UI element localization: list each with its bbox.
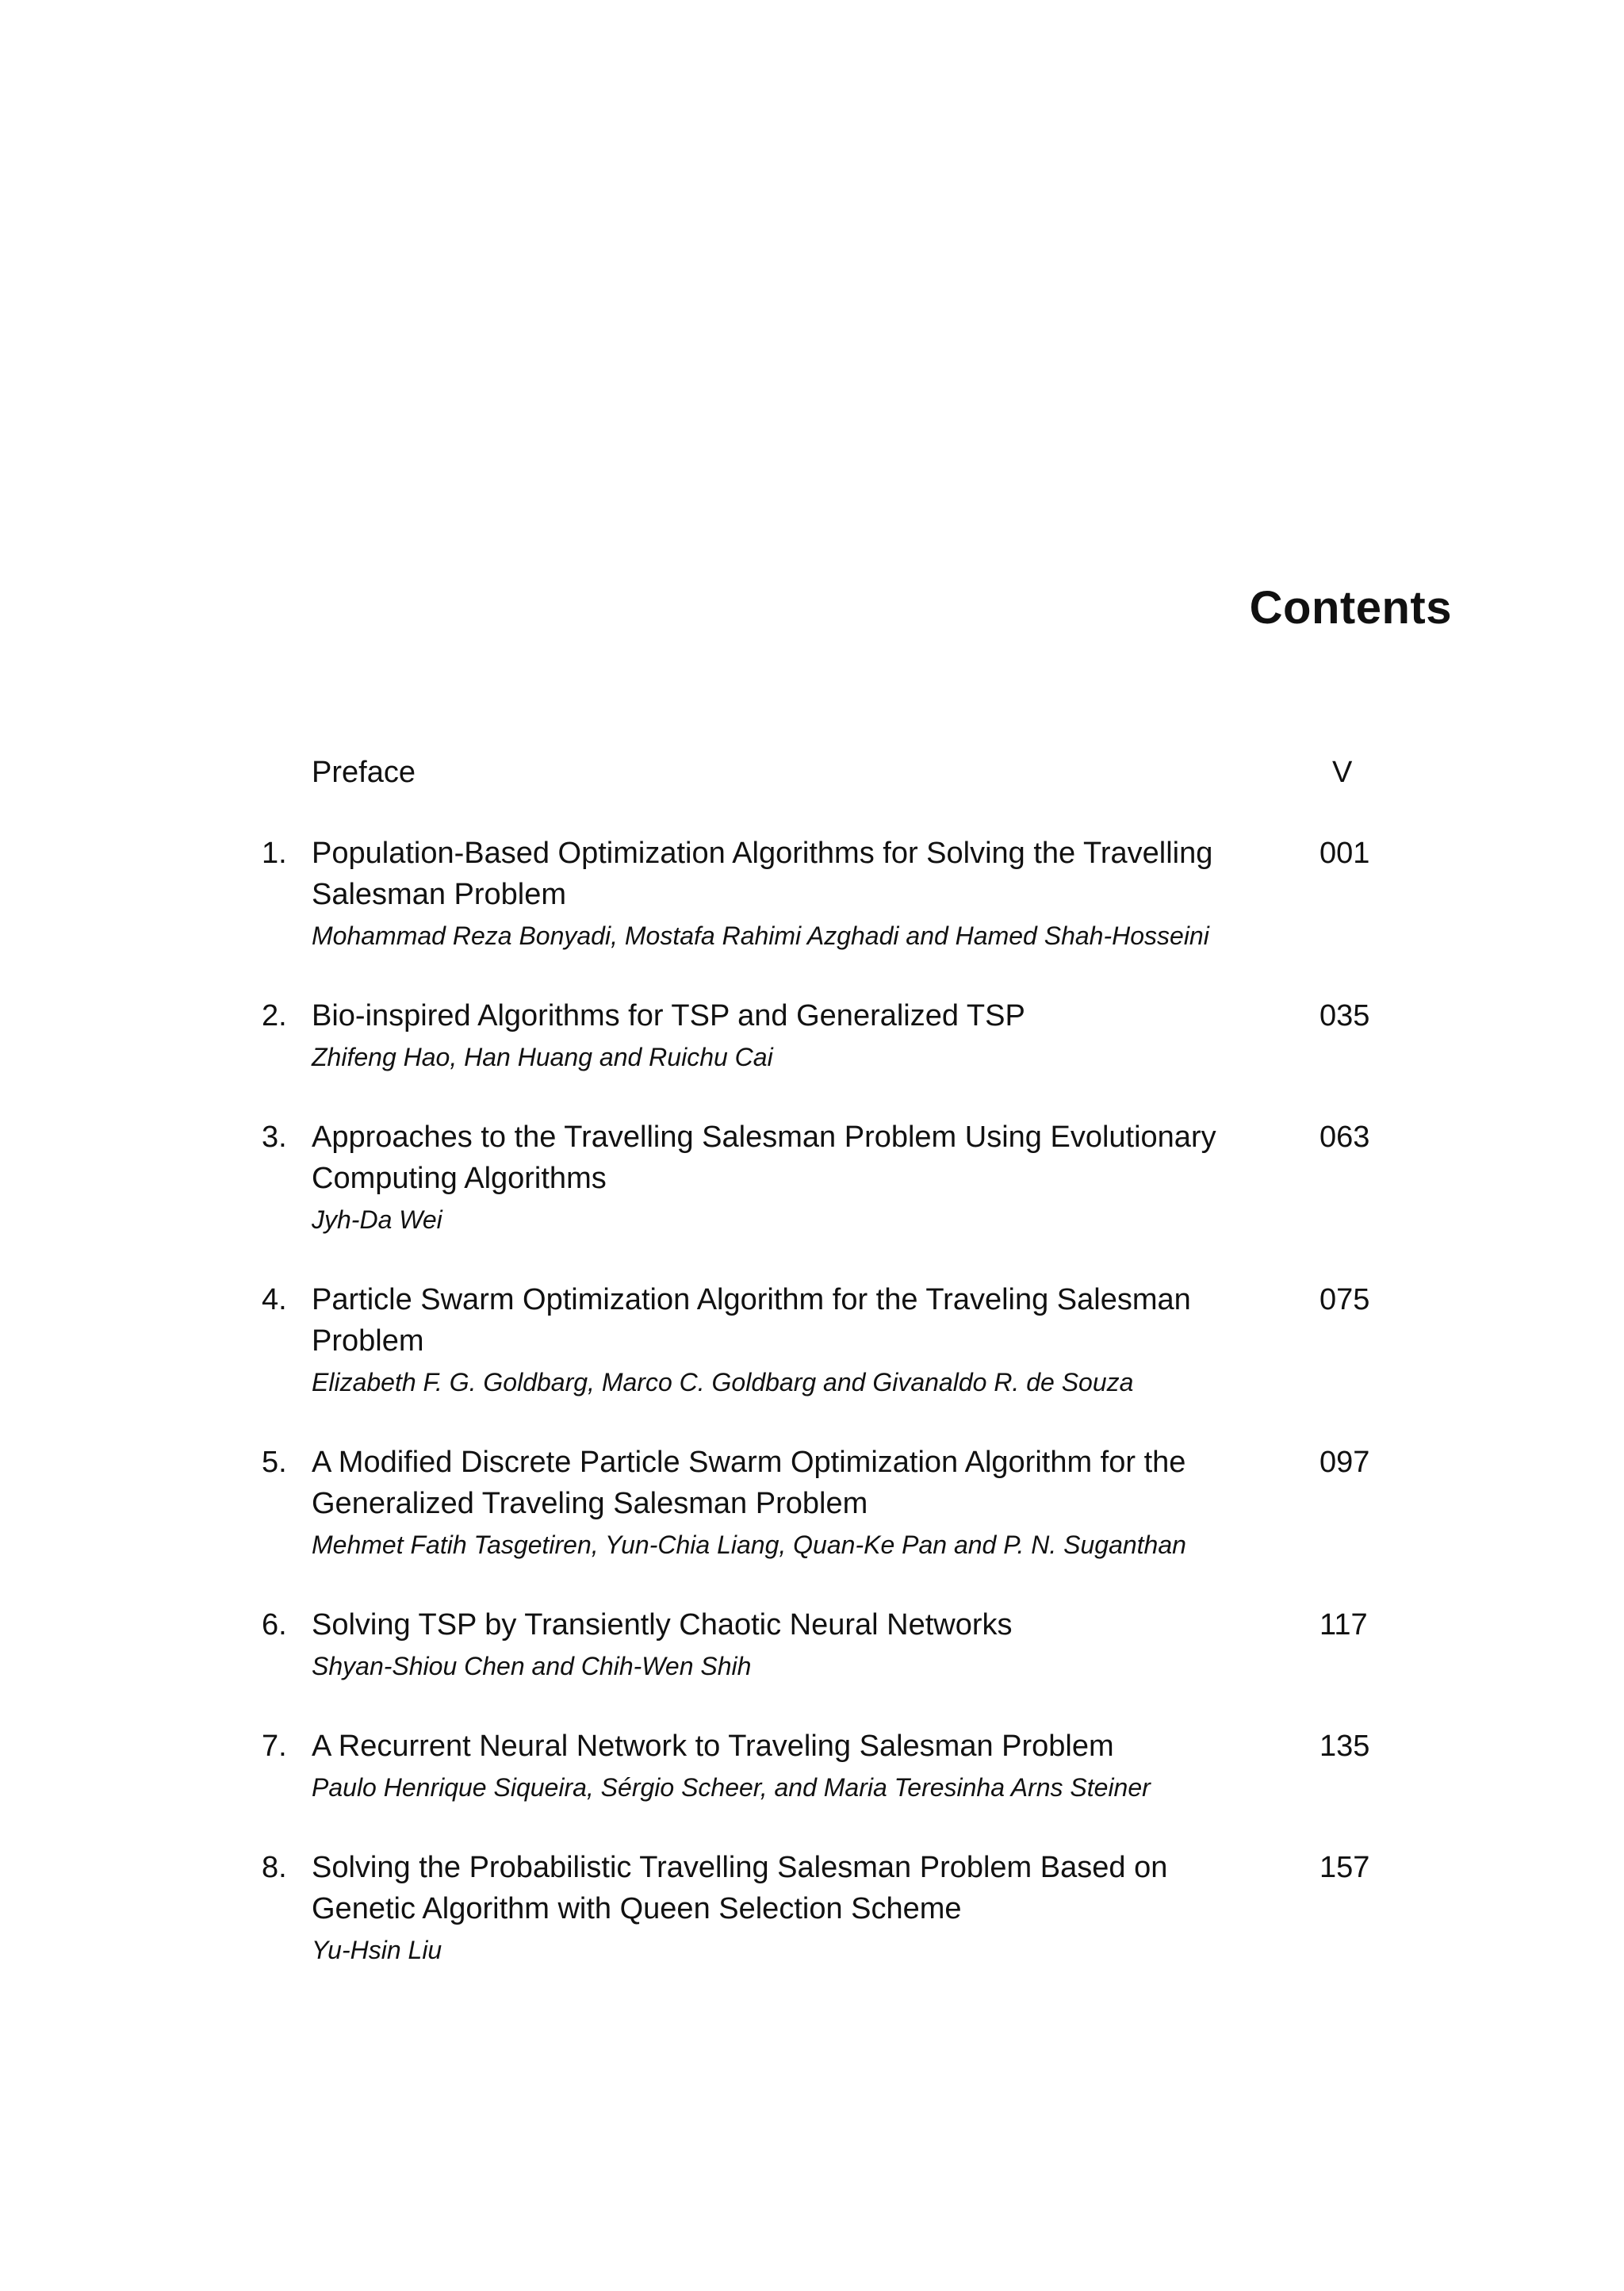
entry-authors: Paulo Henrique Siqueira, Sérgio Scheer, and Maria Teresinha Arns Steiner bbox=[312, 1773, 1151, 1802]
entry-authors: Mohammad Reza Bonyadi, Mostafa Rahimi Azghadi and Hamed Shah-Hosseini bbox=[312, 921, 1209, 950]
entry-title-line: Generalized Traveling Salesman Problem bbox=[312, 1487, 868, 1520]
entry-number: 3. bbox=[262, 1121, 287, 1154]
entry-authors: Shyan-Shiou Chen and Chih-Wen Shih bbox=[312, 1652, 752, 1680]
entry-authors: Elizabeth F. G. Goldbarg, Marco C. Goldbarg and Givanaldo R. de Souza bbox=[312, 1368, 1134, 1396]
entry-title-line: A Recurrent Neural Network to Traveling Salesman Problem bbox=[312, 1730, 1114, 1763]
entry-title-line: Particle Swarm Optimization Algorithm for the Traveling Salesman bbox=[312, 1283, 1191, 1316]
entry-page-number: 157 bbox=[1320, 1851, 1370, 1884]
entry-title: Preface bbox=[312, 756, 416, 789]
entry-title-line: A Modified Discrete Particle Swarm Optimization Algorithm for the bbox=[312, 1446, 1186, 1479]
page-title: Contents bbox=[1249, 582, 1452, 634]
entry-number: 1. bbox=[262, 837, 287, 870]
entry-page-number: 035 bbox=[1320, 999, 1370, 1032]
entry-page-number: 001 bbox=[1320, 837, 1370, 870]
entry-authors: Mehmet Fatih Tasgetiren, Yun-Chia Liang, Quan-Ke Pan and P. N. Suganthan bbox=[312, 1531, 1186, 1559]
entry-title-line: Population-Based Optimization Algorithms for Solving the Travelling bbox=[312, 837, 1213, 870]
entry-title-line: Approaches to the Travelling Salesman Problem Using Evolutionary bbox=[312, 1121, 1216, 1154]
entry-page-number: 135 bbox=[1320, 1730, 1370, 1763]
entry-number: 4. bbox=[262, 1283, 287, 1316]
entry-title-line: Computing Algorithms bbox=[312, 1162, 607, 1195]
entry-title-line: Solving TSP by Transiently Chaotic Neural Networks bbox=[312, 1608, 1013, 1642]
entry-page-number: 097 bbox=[1320, 1446, 1370, 1479]
entry-page-number: 075 bbox=[1320, 1283, 1370, 1316]
entry-page-number: 117 bbox=[1320, 1608, 1368, 1642]
entry-title-line: Bio-inspired Algorithms for TSP and Generalized TSP bbox=[312, 999, 1025, 1032]
entry-number: 6. bbox=[262, 1608, 287, 1642]
entry-number: 5. bbox=[262, 1446, 287, 1479]
entry-number: 8. bbox=[262, 1851, 287, 1884]
entry-number: 2. bbox=[262, 999, 287, 1032]
entry-title-line: Genetic Algorithm with Queen Selection Scheme bbox=[312, 1892, 962, 1925]
entry-title-line: Problem bbox=[312, 1324, 424, 1358]
entry-title-line: Salesman Problem bbox=[312, 878, 567, 911]
entry-number: 7. bbox=[262, 1730, 287, 1763]
entry-page-number: V bbox=[1332, 756, 1353, 789]
entry-authors: Jyh-Da Wei bbox=[312, 1205, 442, 1234]
entry-authors: Zhifeng Hao, Han Huang and Ruichu Cai bbox=[312, 1043, 773, 1071]
entry-authors: Yu-Hsin Liu bbox=[312, 1936, 442, 1964]
entry-page-number: 063 bbox=[1320, 1121, 1370, 1154]
entry-title-line: Solving the Probabilistic Travelling Salesman Problem Based on bbox=[312, 1851, 1168, 1884]
